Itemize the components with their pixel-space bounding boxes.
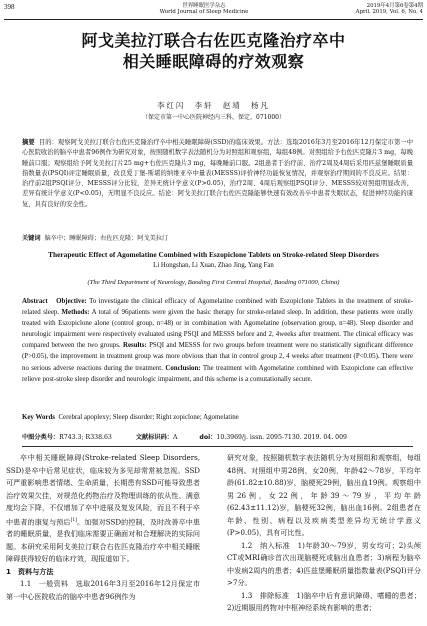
- abstract-cn: [22, 138, 413, 210]
- authors-en: Li Hongshan, Li Xuan, Zhao Jing, Yang Fan: [153, 262, 274, 269]
- intro-paragraph: [6, 452, 200, 566]
- title-cn-line2: 相关睡眠障碍的疗效观察: [122, 52, 305, 71]
- issue-info: [356, 3, 423, 16]
- abstract-cn-label: 摘要: [22, 139, 35, 146]
- citation-ref: [1]: [70, 517, 77, 523]
- abstract-en-results: PSQI and MESSS for two groups before treatment were no statistically significant difference (P>0.05), the improvement in treatment group was more obvious than that in control group 2, 4 weeks after treatment (P<0.05). There were no serious adverse reactions during the treatment.: [22, 342, 413, 372]
- body-column-left: [6, 452, 200, 603]
- intro-text: 卒中相关睡眠障碍(Stroke-related Sleep Disorders, SSD)是卒中后常见症状，临床较为多见却常常被忽视。SSD可严重影响患者情绪、生命质量，长期患有SSD可能导致患者治疗效果欠佳，对规范化药物治疗及物理训练的依从性、满意度均会下降，不仅增加了卒中进展及复发风险，而且不利于卒中患者的康复与预后: [6, 453, 200, 526]
- authors-cn: 李红闪 李轩 赵靖 杨凡: [157, 101, 270, 110]
- doc-code-value: A: [172, 434, 178, 441]
- keywords-cn-text: 脑卒中；睡眠障碍；右佐匹克隆；阿戈美拉汀: [44, 235, 169, 242]
- clc-item: [22, 432, 112, 441]
- keywords-en-text: Cerebral apoplexy; Sleep disorder; Right zopiclone; Agomelatine: [58, 414, 239, 421]
- journal-name-cn: 世界睡眠医学杂志: [182, 3, 226, 9]
- doi-item: [199, 432, 347, 441]
- doc-code-item: [136, 432, 178, 441]
- abstract-en-methods-label: Methods:: [61, 309, 90, 317]
- clc-value: R743.3; R338.63: [59, 434, 112, 441]
- continued-paragraph: 研究对象，按照随机数字表法随机分为对照组和观察组，每组48例。对照组中男28例，女20例，年龄42～78岁，平均年龄(61.82±10.88)岁，脑梗死29例，脑出血19例。观察组中男26例，女22例，年龄39～79岁，平均年龄(62.43±11.12)岁，脑梗死32例，脑出血16例。2组患者在年龄、性别、病程以及疾病类型差异均无统计学意义(P>0.05)，具有可比性。: [227, 453, 421, 537]
- keywords-en: [22, 413, 413, 422]
- article-title-cn: [0, 30, 427, 72]
- abstract-en-methods: A total of 96patients were given the basic therapy for stroke-related sleep. In addition, these patients were orally treated with Eszopiclone alone (control group, n=48) or in combination with Agomelatine (observation group, n=48). Sleep disorder and neurologic impairment were respectively evaluated using PSQI and MESSS before and 2, 4weeks after treatment. The clinical efficacy was compared between the two groups.: [22, 309, 413, 350]
- affiliation-cn: （保定市第一中心医院神经内三科，保定，071000）: [142, 114, 285, 121]
- header-divider: [4, 19, 423, 20]
- abstract-en-conclusion: The treatment with Agomelatine combined with Eszopiclone can effective relieve post-stroke sleep disorder and neurologic impairment, and this scheme is a comutationally secure.: [22, 364, 413, 383]
- general-data-paragraph: 1.1 一般资料 选取2016年3月至2016年12月保定市第一中心医院收治的脑卒中患者96例作为: [6, 579, 200, 601]
- issue-en: April. 2019, Vol. 6, No. 4: [355, 9, 423, 16]
- keywords-en-label: Key Words: [22, 414, 55, 421]
- abstract-en-objective: To investigate the clinical efficacy of Agomelatine combined with Eszopiclone Tablets in the treatment of stroke-related sleep.: [22, 298, 413, 317]
- abstract-divider: [22, 446, 413, 447]
- doi-label: doi：: [199, 434, 217, 441]
- journal-name-en: World Journal of Sleep Medicine: [159, 9, 249, 16]
- keywords-cn-label: 关键词: [22, 235, 41, 242]
- inclusion-criteria-paragraph: 1.2 纳入标准 1)年龄30～79岁，男女均可；2)头颅CT或MRI确诊首次出现脑梗死或脑出血患者；3)病程为脑卒中发病2周内的患者；4)匹兹堡睡眠质量指数量表(PSQI)评分>7分。: [227, 540, 421, 587]
- classification-line: [22, 432, 413, 441]
- section-heading: 1 资料与方法: [6, 566, 54, 576]
- abstract-en: [22, 296, 413, 385]
- abstract-en-objective-label: Abstract Objective:: [22, 298, 87, 305]
- keywords-cn: [22, 233, 413, 242]
- abstract-en-results-label: Results:: [123, 342, 147, 350]
- doi-value: 10.3969/j. issn. 2095-7130. 2019. 04. 009: [216, 434, 347, 441]
- clc-label: 中图分类号：: [22, 434, 60, 441]
- intro-text-tail: 。加强对SSD的控制，及时改善卒中患者的睡眠质量，是我们临床需要正确面对和合理解决的实际问题。本研究采用阿戈美拉汀联合右佐匹克隆治疗卒中相关睡眠障碍获得较好的临床疗效，现报道如下。: [6, 516, 201, 564]
- journal-name: [154, 3, 254, 16]
- doc-code-label: 文献标识码：: [135, 434, 173, 441]
- title-cn-line1: 阿戈美拉汀联合右佐匹克隆治疗卒中: [81, 31, 346, 50]
- abstract-cn-text: 目的：观察阿戈美拉汀联合右佐匹克隆治疗卒中相关睡眠障碍(SSD)的临床效果。方法：选取2016年3月至2016年12月保定市第一中心医院收治的脑卒中患者96例作为研究对象，按照随机数字表法随机分为对照组和观察组，每组48例。对照组给予右佐匹克隆片3 mg，每晚睡前口服；观察组给予阿戈美拉汀片25 mg+右佐匹克隆片3 mg，每晚睡前口服。2组患者于治疗前、治疗2周及4周后采用匹兹堡睡眠质量指数量表(PSQI)评定睡眠质量，改良爱丁堡-斯堪的纳维亚卒中量表(MESSS)评价神经功能恢复情况，并观察治疗期间的不良反应。结果：治疗前2组PSQI评分、MESSS评分比较，差异无统计学意义(P>0.05)，治疗2周、4周后观察组PSQI评分、MESSS较对照组明显改善，差异有统计学意义(P<0.05)，无明显不良反应。结论：阿戈美拉汀联合右佐匹克隆能够快速有效改善卒中患者失眠状态，促进神经功能的康复，具有良好的安全性。: [22, 139, 413, 208]
- exclusion-criteria-paragraph: 1.3 排除标准 1)脑卒中后有意识障碍、嗜睡的患者；2)近期服用药物对中枢神经系统有影响的患者；: [227, 590, 421, 612]
- issue-cn: 2019年4月第6卷第4期: [366, 3, 423, 9]
- abstract-en-conclusion-label: Conclusion:: [165, 364, 201, 372]
- affiliation-en: (The Third Department of Neurology, Baoding First Central Hospital, Baoding 071000, China): [87, 279, 340, 286]
- body-column-right: [227, 452, 421, 615]
- article-title-en: Therapeutic Effect of Agomelatine Combined with Eszopiclone Tablets on Stroke-related Sleep Disorders: [48, 250, 379, 259]
- page-number: 398: [4, 3, 15, 11]
